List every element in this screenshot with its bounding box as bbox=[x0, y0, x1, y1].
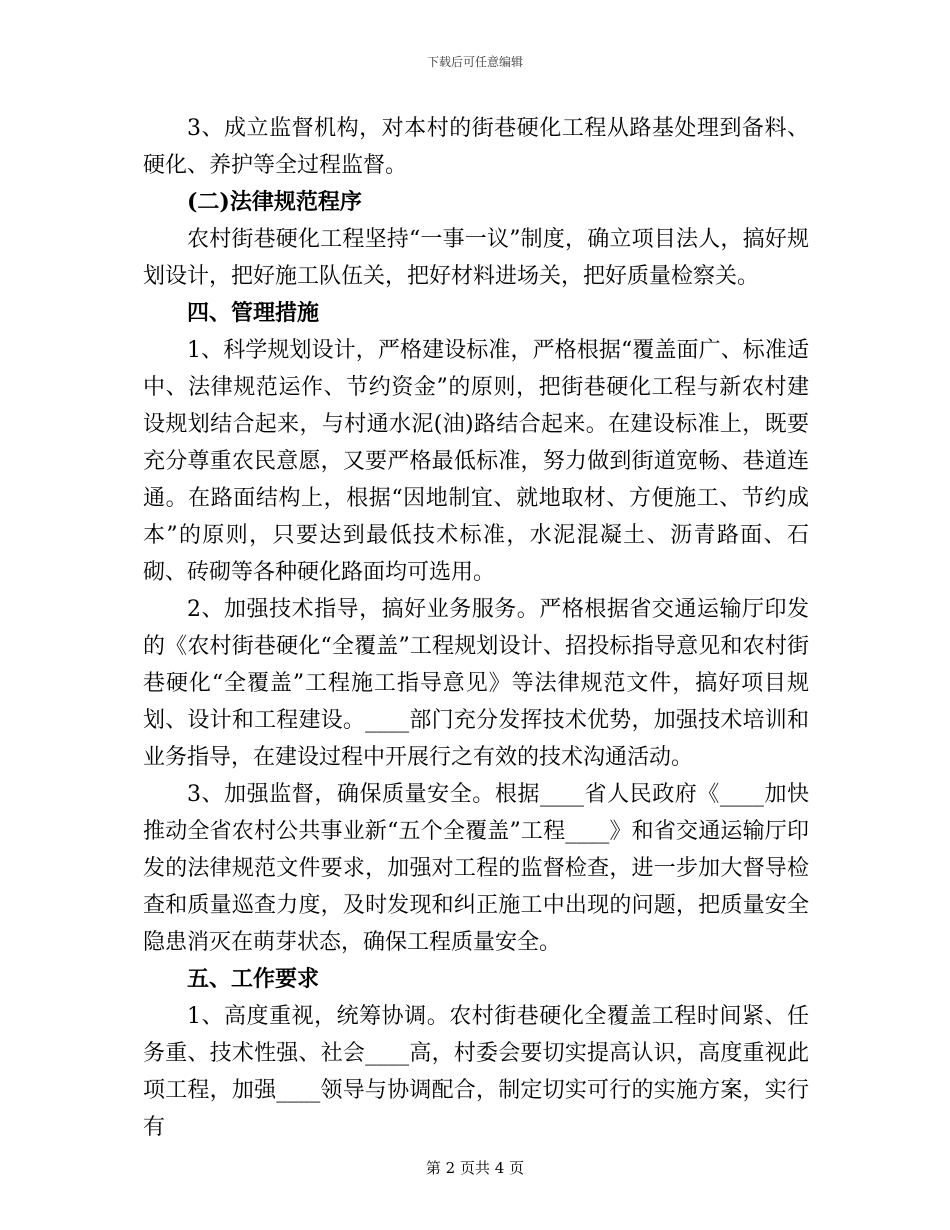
heading-legal-procedure: (二)法律规范程序 bbox=[187, 189, 362, 215]
paragraph-one-matter-one-discussion: 农村街巷硬化工程坚持“一事一议”制度，确立项目法人，搞好规划设计，把好施工队伍关，把好材料进场关，把好质量检察关。 bbox=[143, 227, 809, 289]
heading-work-requirements: 五、工作要求 bbox=[187, 966, 320, 992]
paragraph-scientific-planning: 1、科学规划设计，严格建设标准，严格根据“覆盖面广、标准适中、法律规范运作、节约资金”的原则，把街巷硬化工程与新农村建设规划结合起来，与村通水泥(油)路结合起来。在建设标准上，既要充分尊重农民意愿，又要严格最低标准，努力做到街道宽畅、巷道连通。在路面结构上，根据“因地制宜、就地取材、方便施工、节约成本”的原则，只要达到最低技术标准，水泥混凝土、沥青路面、石砌、砖砌等各种硬化路面均可选用。 bbox=[143, 338, 809, 585]
paragraph-technical-guidance: 2、加强技术指导，搞好业务服务。严格根据省交通运输厅印发的《农村街巷硬化“全覆盖”工程规划设计、招投标指导意见和农村街巷硬化“全覆盖”工程施工指导意见》等法律规范文件，搞好项目规划、设计和工程建设。____部门充分发挥技术优势，加强技术培训和业务指导，在建设过程中开展行之有效的技术沟通活动。 bbox=[143, 597, 809, 770]
paragraph-high-attention: 1、高度重视，统筹协调。农村街巷硬化全覆盖工程时间紧、任务重、技术性强、社会____高，村委会要切实提高认识，高度重视此项工程，加强____领导与协调配合，制定切实可行的实施方案，实行有 bbox=[143, 1004, 809, 1140]
page-header: 下载后可任意编辑 bbox=[426, 55, 523, 69]
page-footer: 第 2 页共 4 页 bbox=[425, 1159, 525, 1177]
heading-management-measures: 四、管理措施 bbox=[187, 300, 320, 326]
document-body bbox=[143, 110, 809, 1146]
paragraph-supervision-agency: 3、成立监督机构，对本村的街巷硬化工程从路基处理到备料、硬化、养护等全过程监督。 bbox=[143, 116, 809, 178]
paragraph-strengthen-supervision: 3、加强监督，确保质量安全。根据____省人民政府《____加快推动全省农村公共事业新“五个全覆盖”工程____》和省交通运输厅印发的法律规范文件要求，加强对工程的监督检查，进一步加大督导检查和质量巡查力度，及时发现和纠正施工中出现的问题，把质量安全隐患消灭在萌芽状态，确保工程质量安全。 bbox=[143, 782, 809, 955]
